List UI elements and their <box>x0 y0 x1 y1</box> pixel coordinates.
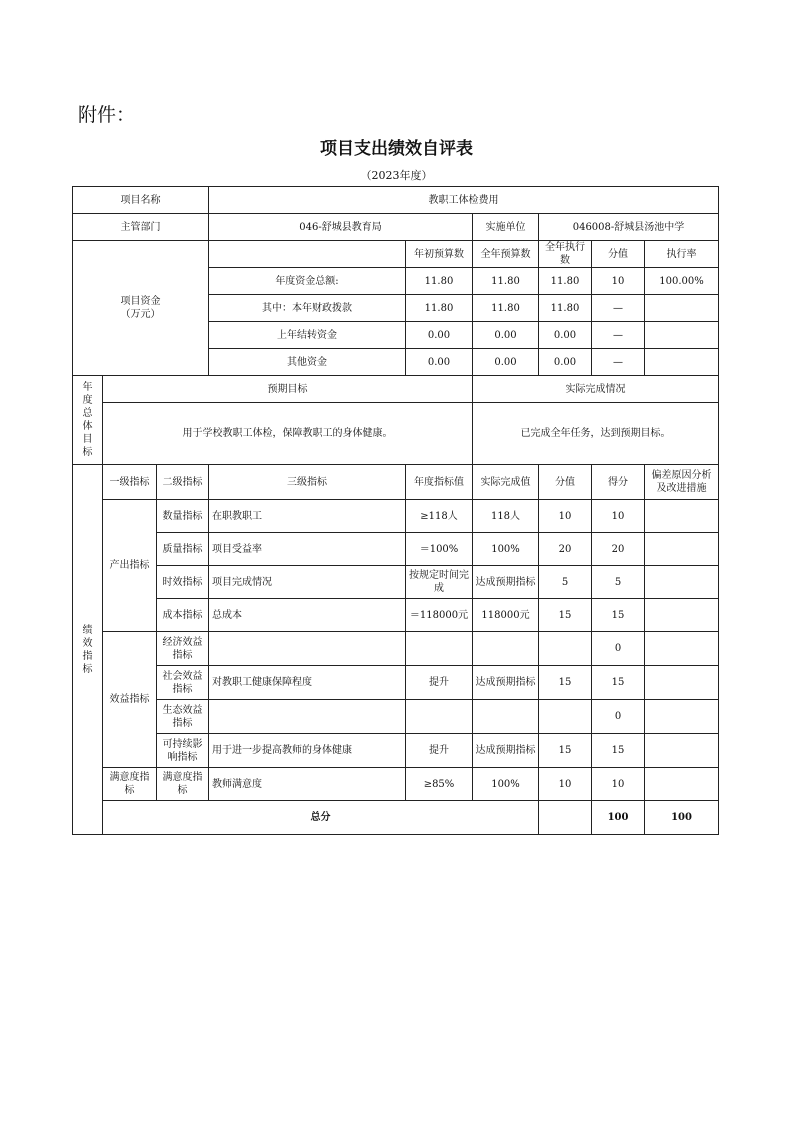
indicator-score-value: 15 <box>539 599 592 632</box>
indicator-score: 0 <box>592 700 645 734</box>
indicator-score-value <box>539 700 592 734</box>
indicator-level2: 满意度指标 <box>157 768 209 801</box>
indicator-target <box>406 632 473 666</box>
project-name-row <box>73 187 719 214</box>
indicator-score: 15 <box>592 734 645 768</box>
indicator-score: 10 <box>592 768 645 801</box>
total-score: 100 <box>645 801 719 835</box>
dept-label: 主管部门 <box>73 214 209 241</box>
indicator-target: ≥85% <box>406 768 473 801</box>
indicator-reason <box>645 700 719 734</box>
indicator-level3 <box>209 700 406 734</box>
funds-row-initial: 0.00 <box>406 349 473 376</box>
funds-row-executed: 11.80 <box>539 268 592 295</box>
header-score-value: 分值 <box>539 465 592 500</box>
indicator-score-value <box>539 632 592 666</box>
actual-completion-header: 实际完成情况 <box>473 376 719 403</box>
actual-completion-text: 已完成全年任务，达到预期目标。 <box>473 403 719 465</box>
indicator-level3: 项目完成情况 <box>209 566 406 599</box>
indicators-header-row <box>73 465 719 500</box>
funds-row-name: 年度资金总额: <box>209 268 406 295</box>
indicator-actual <box>473 700 539 734</box>
indicator-row <box>73 666 719 700</box>
total-label: 总分 <box>103 801 539 835</box>
indicator-reason <box>645 533 719 566</box>
funds-header-executed: 全年执行数 <box>539 241 592 268</box>
indicator-actual: 118000元 <box>473 599 539 632</box>
funds-row-initial: 11.80 <box>406 268 473 295</box>
total-row <box>73 801 719 835</box>
header-target: 年度指标值 <box>406 465 473 500</box>
indicator-level3: 用于进一步提高教师的身体健康 <box>209 734 406 768</box>
indicator-target: 提升 <box>406 734 473 768</box>
indicator-level2: 社会效益指标 <box>157 666 209 700</box>
indicator-score-value: 5 <box>539 566 592 599</box>
indicator-level2: 成本指标 <box>157 599 209 632</box>
indicator-row <box>73 632 719 666</box>
funds-label: 项目资金 <box>120 296 161 307</box>
funds-row-rate: 100.00% <box>645 268 719 295</box>
header-level1: 一级指标 <box>103 465 157 500</box>
indicator-level2: 时效指标 <box>157 566 209 599</box>
indicator-score: 15 <box>592 666 645 700</box>
indicator-actual: 达成预期指标 <box>473 734 539 768</box>
funds-row-name: 其中：本年财政拨款 <box>209 295 406 322</box>
goals-label-char: 度 <box>82 395 93 406</box>
indicator-level3: 教师满意度 <box>209 768 406 801</box>
group-benefit: 效益指标 <box>103 632 157 768</box>
project-name-value: 教职工体检费用 <box>209 187 719 214</box>
unit-value: 046008-舒城县汤池中学 <box>539 214 719 241</box>
header-score: 得分 <box>592 465 645 500</box>
indicator-actual: 100% <box>473 533 539 566</box>
indicator-actual: 达成预期指标 <box>473 566 539 599</box>
indicator-level2: 生态效益指标 <box>157 700 209 734</box>
funds-row-score-value: — <box>592 322 645 349</box>
goals-content-row <box>73 403 719 465</box>
indicator-score-value: 10 <box>539 768 592 801</box>
indicator-reason <box>645 632 719 666</box>
indicator-row <box>73 566 719 599</box>
indicator-reason <box>645 500 719 533</box>
indicator-score: 0 <box>592 632 645 666</box>
indicator-actual: 100% <box>473 768 539 801</box>
funds-row-name: 上年结转资金 <box>209 322 406 349</box>
funds-row-annual: 0.00 <box>473 322 539 349</box>
funds-row-rate <box>645 295 719 322</box>
goals-label-char: 标 <box>82 447 93 458</box>
indicator-row <box>73 500 719 533</box>
indicators-label-char: 效 <box>82 637 93 649</box>
funds-row-score-value: 10 <box>592 268 645 295</box>
goals-label-cell <box>73 376 103 465</box>
indicators-label-cell <box>73 465 103 835</box>
total-score-value: 100 <box>592 801 645 835</box>
project-name-label: 项目名称 <box>73 187 209 214</box>
indicator-actual <box>473 632 539 666</box>
indicator-score-value: 10 <box>539 500 592 533</box>
indicators-label-char: 标 <box>82 663 93 675</box>
indicators-label-char: 指 <box>82 650 93 662</box>
indicator-score: 10 <box>592 500 645 533</box>
expected-goal-header: 预期目标 <box>103 376 473 403</box>
evaluation-table <box>72 186 719 835</box>
indicator-target: ＝100% <box>406 533 473 566</box>
indicator-row <box>73 533 719 566</box>
funds-header-annual: 全年预算数 <box>473 241 539 268</box>
header-actual: 实际完成值 <box>473 465 539 500</box>
goals-label-char: 目 <box>82 434 93 445</box>
indicator-target <box>406 700 473 734</box>
indicator-score-value: 15 <box>539 666 592 700</box>
indicator-level3: 对教职工健康保障程度 <box>209 666 406 700</box>
funds-row-score-value: — <box>592 295 645 322</box>
indicator-level3: 在职教职工 <box>209 500 406 533</box>
indicator-actual: 118人 <box>473 500 539 533</box>
funds-row-initial: 0.00 <box>406 322 473 349</box>
funds-header-score-value: 分值 <box>592 241 645 268</box>
funds-row-executed: 0.00 <box>539 349 592 376</box>
funds-row-rate <box>645 349 719 376</box>
indicator-level2: 可持续影响指标 <box>157 734 209 768</box>
header-level3: 三级指标 <box>209 465 406 500</box>
indicators-label-char: 绩 <box>82 624 93 636</box>
funds-row-executed: 11.80 <box>539 295 592 322</box>
indicator-score: 15 <box>592 599 645 632</box>
total-actual <box>539 801 592 835</box>
header-reason: 偏差原因分析及改进措施 <box>645 465 719 500</box>
indicator-level3: 项目受益率 <box>209 533 406 566</box>
goals-label-char: 年 <box>82 382 93 393</box>
funds-row-annual: 11.80 <box>473 268 539 295</box>
indicator-reason <box>645 734 719 768</box>
indicator-score-value: 20 <box>539 533 592 566</box>
indicator-row <box>73 599 719 632</box>
group-satisfaction: 满意度指标 <box>103 768 157 801</box>
goals-label-char: 体 <box>82 421 93 432</box>
header-level2: 二级指标 <box>157 465 209 500</box>
indicator-actual: 达成预期指标 <box>473 666 539 700</box>
indicator-reason <box>645 666 719 700</box>
indicator-target: 提升 <box>406 666 473 700</box>
funds-label-cell <box>73 241 209 376</box>
funds-row-name: 其他资金 <box>209 349 406 376</box>
funds-row-annual: 0.00 <box>473 349 539 376</box>
attachment-label: 附件： <box>78 104 136 126</box>
indicator-target: ≥118人 <box>406 500 473 533</box>
indicator-row <box>73 768 719 801</box>
indicator-score-value: 15 <box>539 734 592 768</box>
funds-row-executed: 0.00 <box>539 322 592 349</box>
indicator-level2: 数量指标 <box>157 500 209 533</box>
indicator-target: 按规定时间完成 <box>406 566 473 599</box>
funds-unit: （万元） <box>120 309 161 320</box>
indicator-reason <box>645 566 719 599</box>
indicator-reason <box>645 768 719 801</box>
dept-value: 046-舒城县教育局 <box>209 214 473 241</box>
indicator-level2: 经济效益指标 <box>157 632 209 666</box>
goals-label-char: 总 <box>82 408 93 419</box>
goals-header-row <box>73 376 719 403</box>
funds-header-blank <box>209 241 406 268</box>
indicator-level3: 总成本 <box>209 599 406 632</box>
funds-row-rate <box>645 322 719 349</box>
funds-row-initial: 11.80 <box>406 295 473 322</box>
indicator-level2: 质量指标 <box>157 533 209 566</box>
indicator-row <box>73 700 719 734</box>
indicator-score: 5 <box>592 566 645 599</box>
indicator-reason <box>645 599 719 632</box>
indicator-level3 <box>209 632 406 666</box>
group-output: 产出指标 <box>103 500 157 632</box>
unit-label: 实施单位 <box>473 214 539 241</box>
funds-header-rate: 执行率 <box>645 241 719 268</box>
funds-header-initial: 年初预算数 <box>406 241 473 268</box>
department-row <box>73 214 719 241</box>
page-title: 项目支出绩效自评表 <box>320 139 473 159</box>
funds-row-annual: 11.80 <box>473 295 539 322</box>
year-label: （2023年度） <box>360 169 433 182</box>
funds-row-score-value: — <box>592 349 645 376</box>
expected-goal-text: 用于学校教职工体检，保障教职工的身体健康。 <box>103 403 473 465</box>
indicator-score: 20 <box>592 533 645 566</box>
funds-header-row <box>73 241 719 268</box>
indicator-target: ＝118000元 <box>406 599 473 632</box>
indicator-row <box>73 734 719 768</box>
